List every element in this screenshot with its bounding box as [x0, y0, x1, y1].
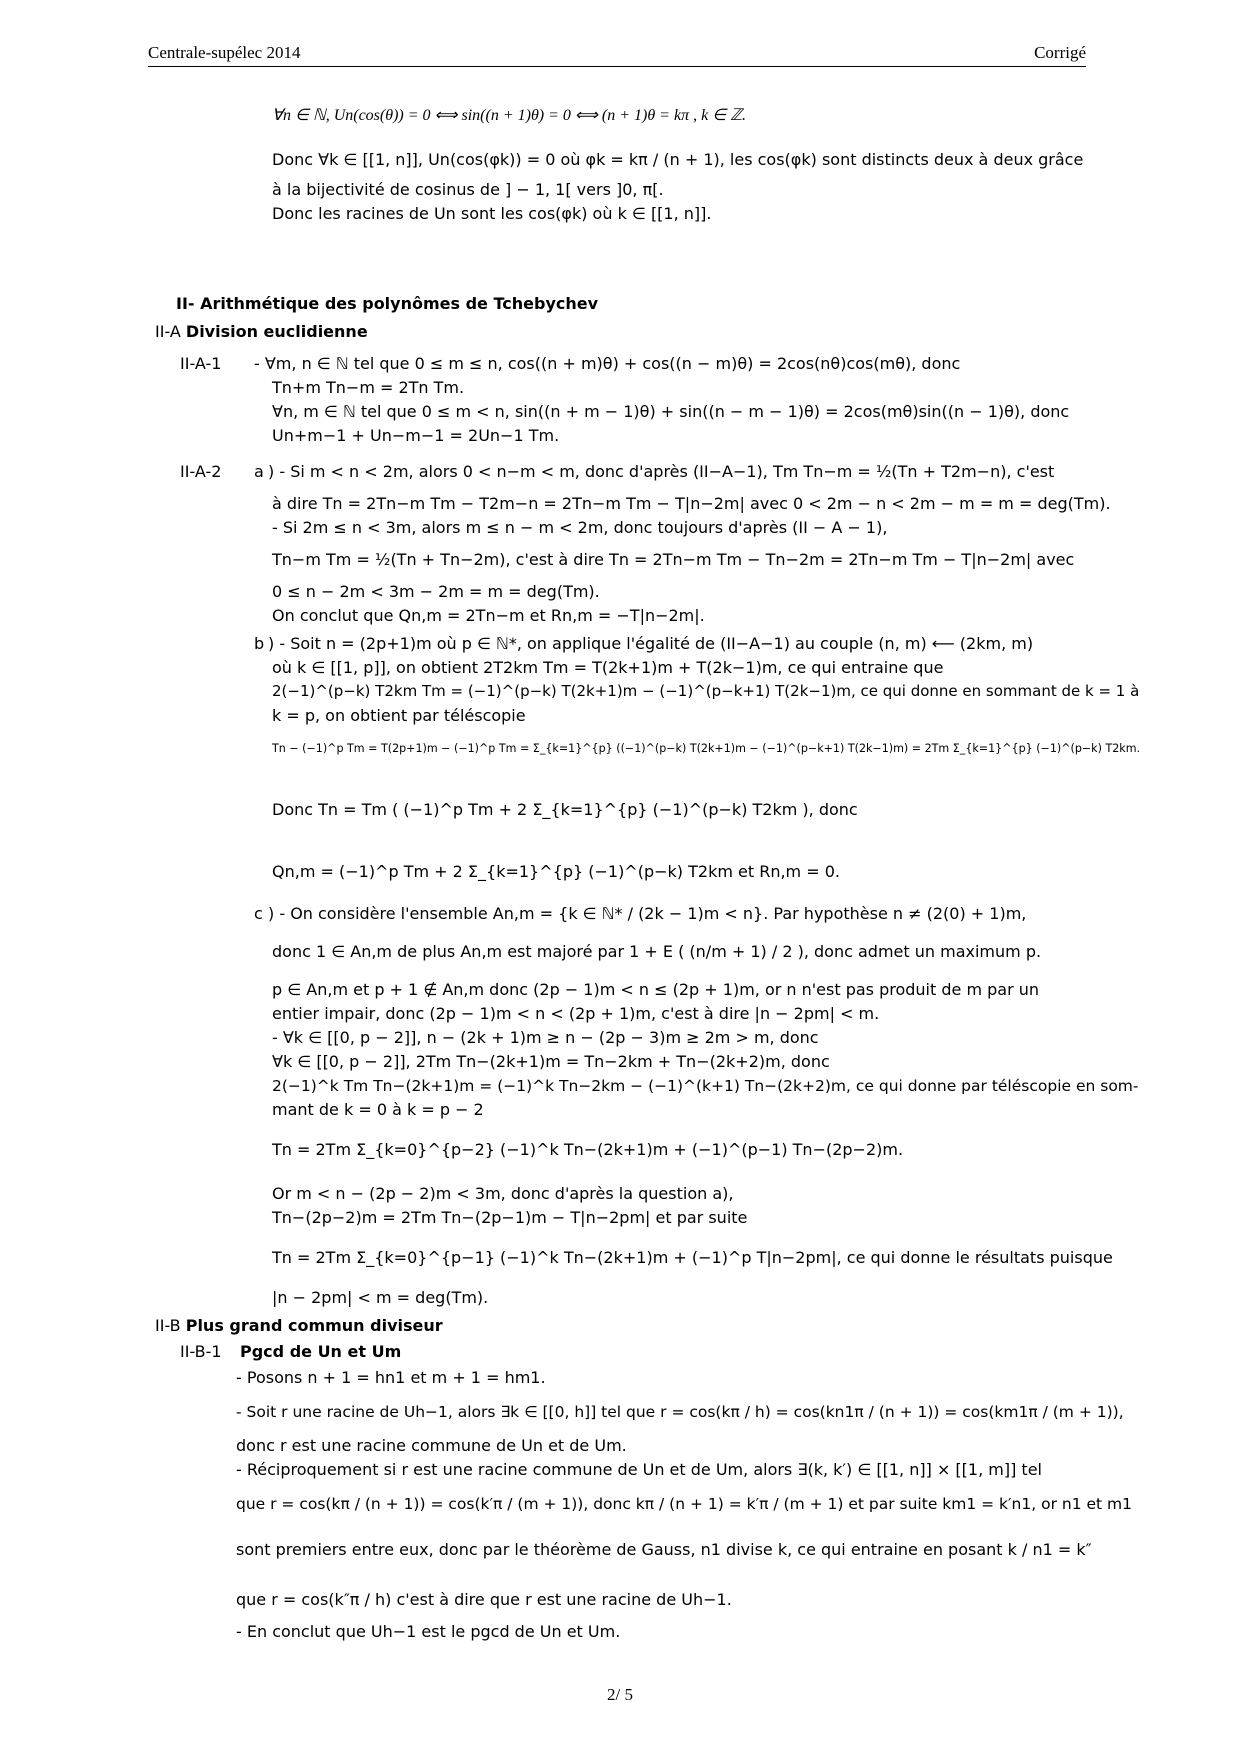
IIA2-c-label: c [254, 904, 263, 923]
page-header [148, 40, 1086, 67]
IIA1-label: II-A-1 [180, 354, 222, 373]
IIA2-c-line: ) - On considère l'ensemble An,m = {k ∈ ℕ* / (2k − 1)m < n}. Par hypothèse n ≠ (2(0) + 1)m, [268, 904, 1027, 923]
IIA2-a-line: On conclut que Qn,m = 2Tn−m et Rn,m = −T|n−2m|. [272, 606, 705, 625]
intro-line: ∀n ∈ ℕ, Un(cos(θ)) = 0 ⟺ sin((n + 1)θ) = 0 ⟺ (n + 1)θ = kπ , k ∈ ℤ. [272, 107, 747, 124]
IIB1-title: Pgcd de Un et Um [240, 1342, 402, 1361]
IIA2-a-line: 0 ≤ n − 2m < 3m − 2m = m = deg(Tm). [272, 582, 600, 601]
IIA-label: II-A [155, 322, 181, 341]
header-left: Centrale-supélec 2014 [148, 43, 301, 62]
IIA1-line: Un+m−1 + Un−m−1 = 2Un−1 Tm. [272, 426, 560, 445]
subsection-label [155, 1316, 443, 1337]
IIA2-c-line: 2(−1)^k Tm Tn−(2k+1)m = (−1)^k Tn−2km − (−1)^(k+1) Tn−(2k+2)m, ce qui donne par téléscopie en som- [272, 1077, 1139, 1095]
IIA2-c-line: donc 1 ∈ An,m de plus An,m est majoré par 1 + E ( (n/m + 1) / 2 ), donc admet un maximum p. [272, 942, 1042, 961]
page-number: 2/ 5 [607, 1685, 633, 1704]
IIA1-line: ∀n, m ∈ ℕ tel que 0 ≤ m < n, sin((n + m − 1)θ) + sin((n − m − 1)θ) = 2cos(mθ)sin((n − 1)θ), donc [272, 402, 1070, 421]
intro-line: Donc les racines de Un sont les cos(φk) où k ∈ [[1, n]]. [272, 204, 712, 223]
IIA2-b-line: où k ∈ [[1, p]], on obtient 2T2km Tm = T(2k+1)m + T(2k−1)m, ce qui entraine que [272, 658, 944, 677]
IIA2-b-formula: Tn − (−1)^p Tm = T(2p+1)m − (−1)^p Tm = Σ_{k=1}^{p} ((−1)^(p−k) T(2k+1)m − (−1)^(p−k+1) T(2k−1)m) = 2Tm Σ_{k=1}^{p} (−1)^(p−k) T2km. [272, 742, 1141, 755]
section-title: II- Arithmétique des polynômes de Tchebychev [176, 294, 599, 313]
IIA2-c-line: Tn−(2p−2)m = 2Tm Tn−(2p−1)m − T|n−2pm| et par suite [272, 1208, 748, 1227]
IIA2-c-line: Or m < n − (2p − 2)m < 3m, donc d'après la question a), [272, 1184, 734, 1203]
IIB1-line: que r = cos(kπ / (n + 1)) = cos(k′π / (m + 1)), donc kπ / (n + 1) = k′π / (m + 1) et par suite km1 = k′n1, or n1 et m1 [236, 1495, 1132, 1513]
IIB1-label: II-B-1 [180, 1342, 222, 1361]
IIA2-c-line: p ∈ An,m et p + 1 ∉ An,m donc (2p − 1)m < n ≤ (2p + 1)m, or n n'est pas produit de m par un [272, 980, 1040, 999]
IIA2-b-label: b [254, 634, 265, 653]
IIA2-a-line: Tn−m Tm = ½(Tn + Tn−2m), c'est à dire Tn = 2Tn−m Tm − Tn−2m = 2Tn−m Tm − T|n−2m| avec [272, 550, 1075, 569]
IIA1-line: Tn+m Tn−m = 2Tn Tm. [272, 378, 465, 397]
IIA2-c-line: |n − 2pm| < m = deg(Tm). [272, 1288, 489, 1307]
IIB1-line: - En conclut que Uh−1 est le pgcd de Un et Um. [236, 1622, 621, 1641]
IIA2-a-line: à dire Tn = 2Tn−m Tm − T2m−n = 2Tn−m Tm − T|n−2m| avec 0 < 2m − n < 2m − m = m = deg(Tm). [272, 494, 1111, 513]
IIA2-a-line: - Si 2m ≤ n < 3m, alors m ≤ n − m < 2m, donc toujours d'après (II − A − 1), [272, 518, 888, 537]
IIA2-b-formula: Donc Tn = Tm ( (−1)^p Tm + 2 Σ_{k=1}^{p} (−1)^(p−k) T2km ), donc [272, 800, 858, 819]
IIB1-line: sont premiers entre eux, donc par le théorème de Gauss, n1 divise k, ce qui entraine en posant k / n1 = k″ [236, 1540, 1092, 1559]
subsection-label [155, 322, 368, 343]
IIA2-c-line: mant de k = 0 à k = p − 2 [272, 1100, 484, 1119]
IIA2-c-line: ∀k ∈ [[0, p − 2]], 2Tm Tn−(2k+1)m = Tn−2km + Tn−(2k+2)m, donc [272, 1052, 830, 1071]
IIB1-line: - Soit r une racine de Uh−1, alors ∃k ∈ [[0, h]] tel que r = cos(kπ / h) = cos(kn1π / (n + 1)) = cos(km1π / (m + 1)), [236, 1403, 1124, 1421]
IIA2-c-formula: Tn = 2Tm Σ_{k=0}^{p−2} (−1)^k Tn−(2k+1)m + (−1)^(p−1) Tn−(2p−2)m. [272, 1140, 904, 1159]
IIA2-c-formula: Tn = 2Tm Σ_{k=0}^{p−1} (−1)^k Tn−(2k+1)m + (−1)^p T|n−2pm|, ce qui donne le résultats puisque [272, 1248, 1113, 1267]
header-right: Corrigé [1034, 43, 1086, 62]
IIA1-line: - ∀m, n ∈ ℕ tel que 0 ≤ m ≤ n, cos((n + m)θ) + cos((n − m)θ) = 2cos(nθ)cos(mθ), donc [254, 354, 961, 373]
IIA-title: Division euclidienne [185, 322, 368, 341]
IIB1-line: - Posons n + 1 = hn1 et m + 1 = hm1. [236, 1368, 546, 1387]
IIA2-c-line: entier impair, donc (2p − 1)m < n < (2p + 1)m, c'est à dire |n − 2pm| < m. [272, 1004, 880, 1023]
IIB1-line: donc r est une racine commune de Un et de Um. [236, 1436, 627, 1455]
IIB1-line: - Réciproquement si r est une racine commune de Un et de Um, alors ∃(k, k′) ∈ [[1, n]] × [[1, m]] tel [236, 1460, 1042, 1479]
intro-line: à la bijectivité de cosinus de ] − 1, 1[ vers ]0, π[. [272, 180, 664, 199]
IIB-label: II-B [155, 1316, 181, 1335]
IIA2-a-label: a [254, 462, 264, 481]
IIA2-label: II-A-2 [180, 462, 222, 481]
IIA2-c-line: - ∀k ∈ [[0, p − 2]], n − (2k + 1)m ≥ n − (2p − 3)m ≥ 2m > m, donc [272, 1028, 819, 1047]
IIA2-a-line: ) - Si m < n < 2m, alors 0 < n−m < m, donc d'après (II−A−1), Tm Tn−m = ½(Tn + T2m−n), c'est [268, 462, 1055, 481]
IIB1-line: que r = cos(k″π / h) c'est à dire que r est une racine de Uh−1. [236, 1590, 732, 1609]
IIA2-b-line: 2(−1)^(p−k) T2km Tm = (−1)^(p−k) T(2k+1)m − (−1)^(p−k+1) T(2k−1)m, ce qui donne en sommant de k = 1 à [272, 682, 1140, 700]
IIA2-b-line: k = p, on obtient par téléscopie [272, 706, 526, 725]
intro-line: Donc ∀k ∈ [[1, n]], Un(cos(φk)) = 0 où φk = kπ / (n + 1), les cos(φk) sont distincts deux à deux grâce [272, 150, 1084, 169]
IIA2-b-formula: Qn,m = (−1)^p Tm + 2 Σ_{k=1}^{p} (−1)^(p−k) T2km et Rn,m = 0. [272, 862, 840, 881]
IIB-title: Plus grand commun diviseur [185, 1316, 443, 1335]
IIA2-b-line: ) - Soit n = (2p+1)m où p ∈ ℕ*, on applique l'égalité de (II−A−1) au couple (n, m) ⟵ (2km, m) [268, 634, 1034, 653]
